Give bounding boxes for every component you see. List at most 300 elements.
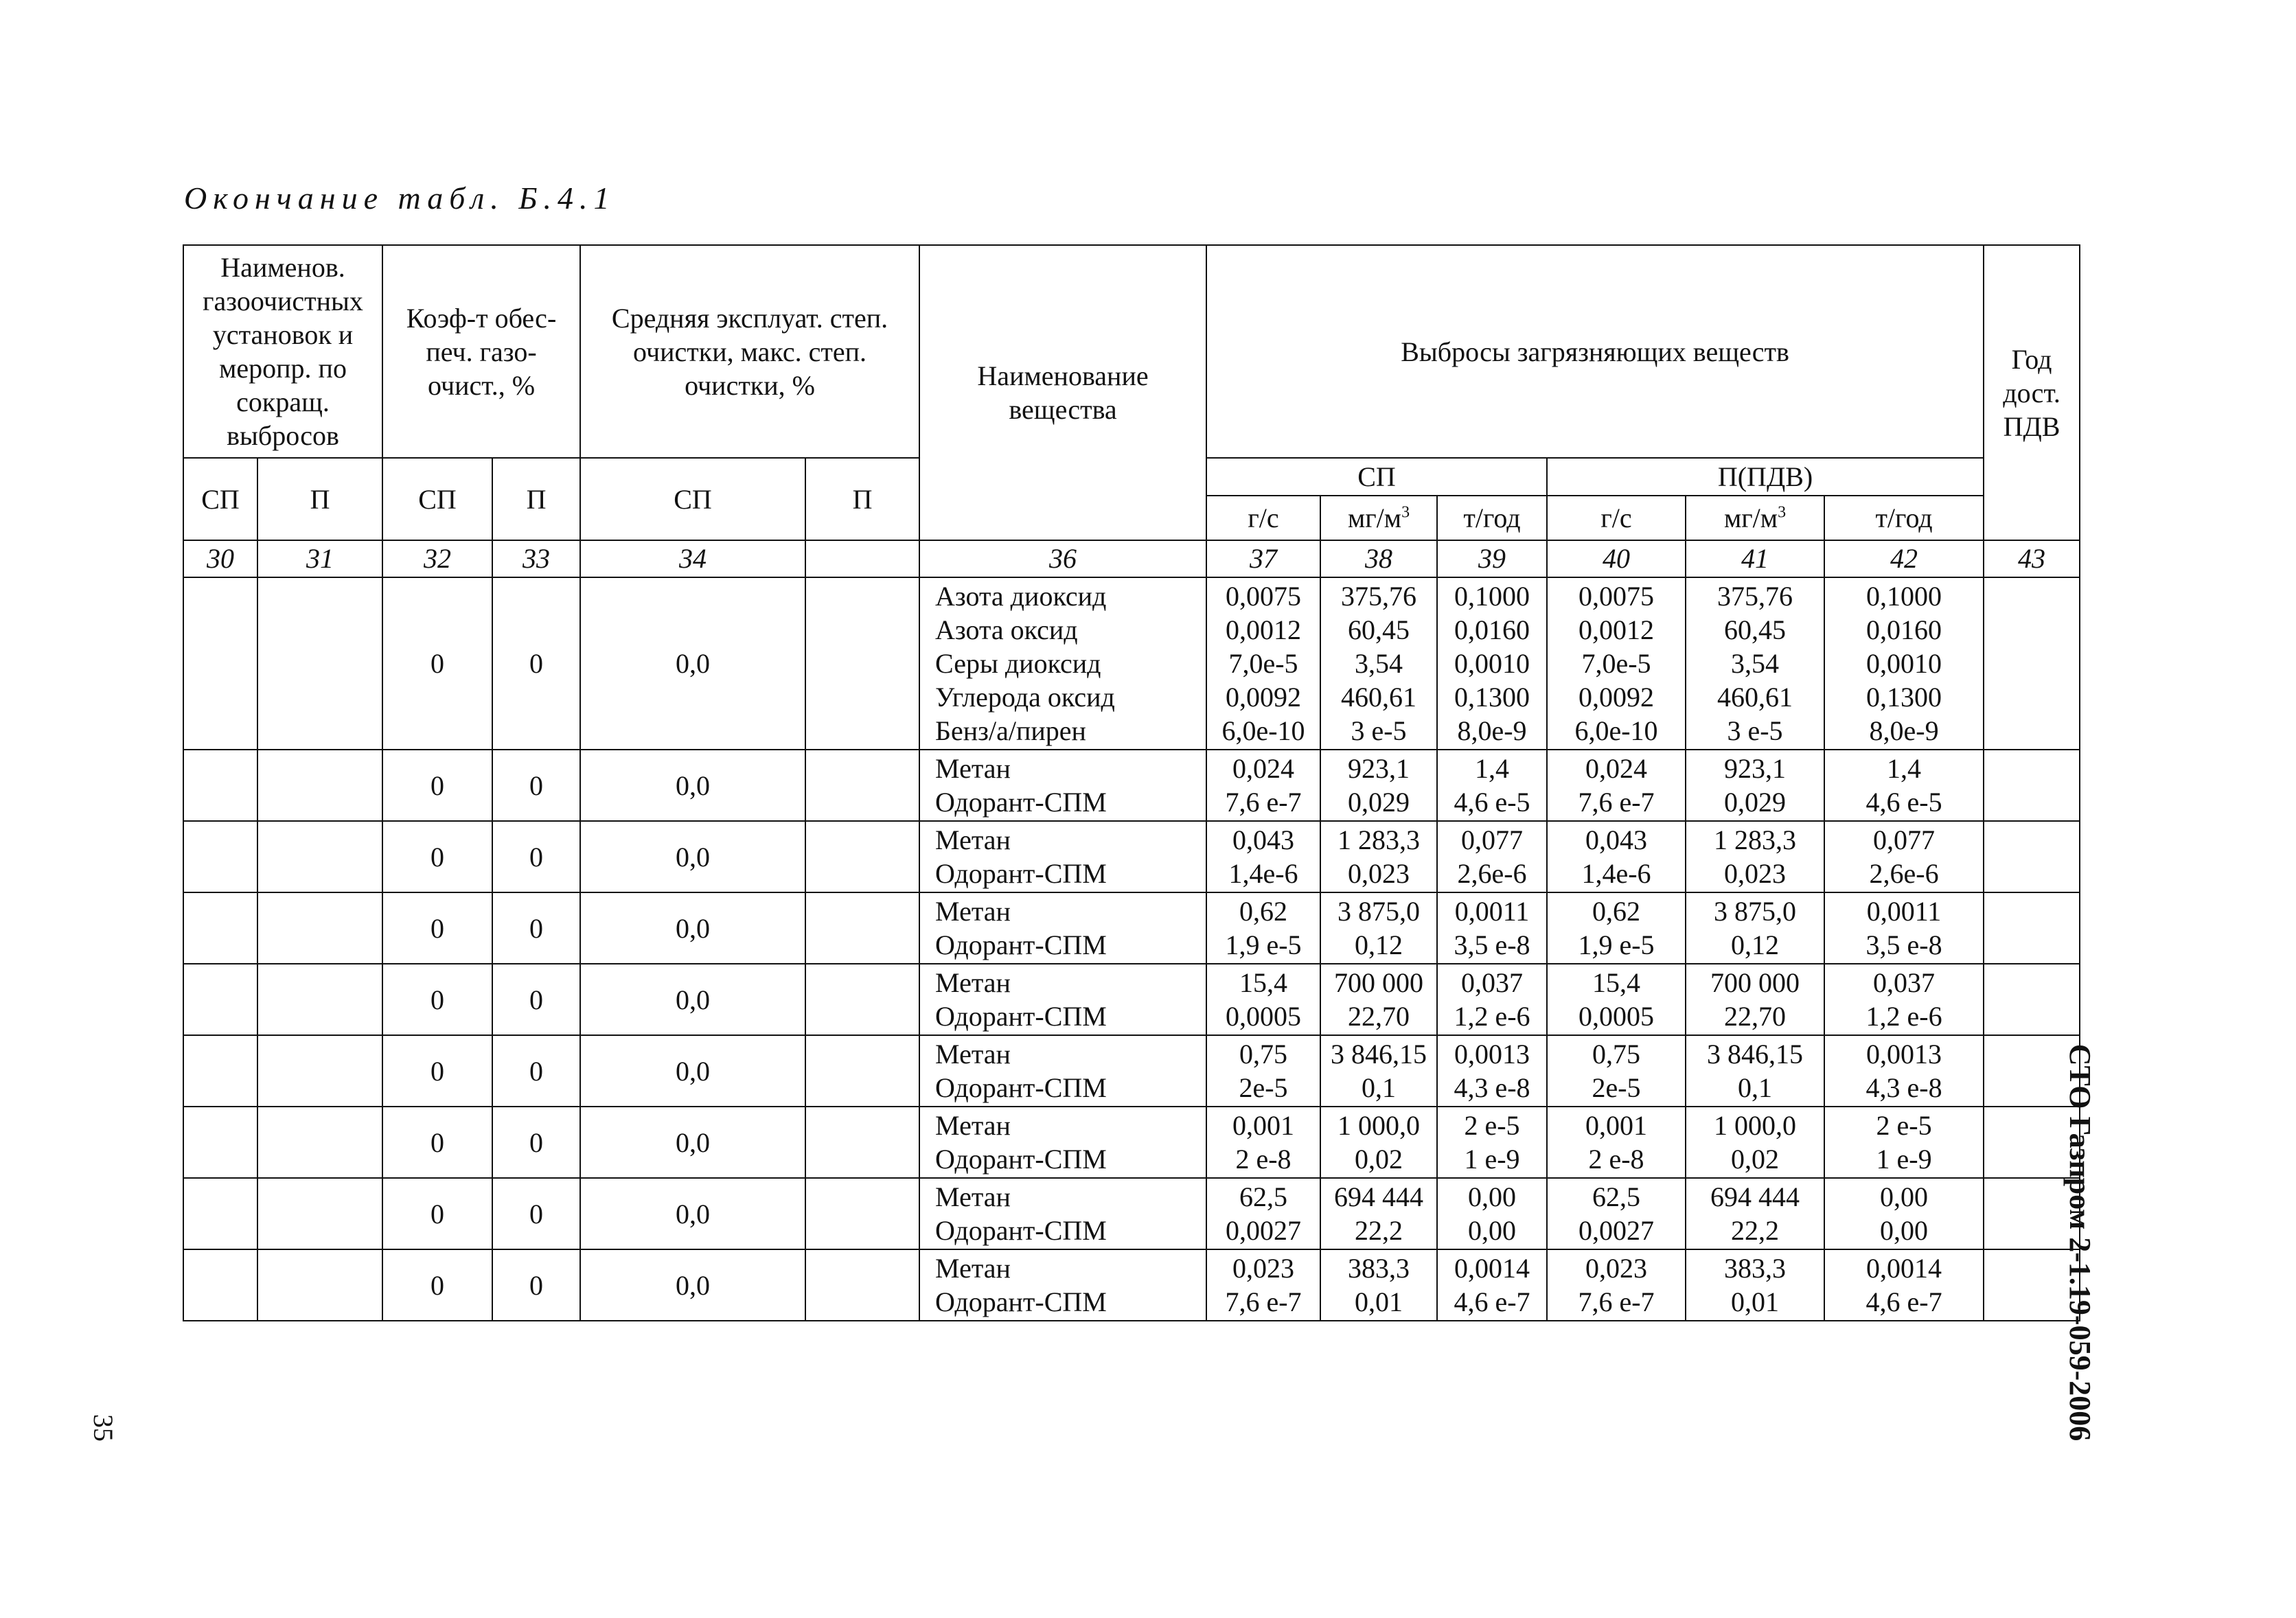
cleaning-unit-sp-cell	[183, 821, 257, 892]
unit-gs-sp: г/с	[1206, 496, 1320, 540]
table-row	[183, 1249, 2080, 1321]
unit-tyear-sp: т/год	[1437, 496, 1547, 540]
coef-p-cell: 0	[492, 577, 580, 750]
sp-tyear-cell-line: 8,0е-9	[1457, 715, 1527, 746]
substance-cell-line: Азота оксид	[935, 614, 1078, 645]
substance-cell-line: Метан	[935, 1110, 1011, 1141]
substance-cell	[919, 892, 1206, 964]
p-gs-cell-line: 0,0075	[1578, 581, 1655, 612]
coef-p-cell: 0	[492, 750, 580, 821]
substance-cell-line: Метан	[935, 1253, 1011, 1284]
column-numbers-row	[183, 540, 2080, 577]
p-gs-cell-line: 7,0е-5	[1581, 648, 1651, 679]
degree-sp-cell: 0,0	[580, 1035, 805, 1107]
emissions-table	[183, 244, 2080, 1321]
sp-tyear-cell-line: 0,0010	[1454, 648, 1530, 679]
coef-p-cell: 0	[492, 1107, 580, 1178]
sp-mgm-cell-line: 0,12	[1355, 929, 1403, 960]
header-line: газоочистных	[203, 286, 363, 316]
sp-mgm-cell-line: 460,61	[1341, 682, 1417, 713]
sp-tyear-cell	[1437, 577, 1547, 750]
coef-sp-cell: 0	[382, 892, 492, 964]
p-mgm-cell-line: 22,70	[1724, 1001, 1787, 1032]
sp-tyear-cell	[1437, 1178, 1547, 1249]
cleaning-unit-p-cell	[257, 577, 382, 750]
sp-mgm-cell-line: 700 000	[1334, 967, 1424, 998]
p-mgm-cell	[1686, 577, 1824, 750]
substance-cell-line: Метан	[935, 967, 1011, 998]
year-pdv-cell	[1984, 821, 2080, 892]
sp-gs-cell	[1206, 1178, 1320, 1249]
cleaning-unit-sp-cell	[183, 577, 257, 750]
year-pdv-cell	[1984, 750, 2080, 821]
degree-p-cell	[805, 1249, 919, 1321]
coef-p-cell: 0	[492, 1249, 580, 1321]
substance-cell-line: Одорант-СПМ	[935, 1215, 1107, 1246]
p-tyear-cell	[1824, 821, 1984, 892]
p-gs-cell-line: 0,043	[1585, 824, 1648, 855]
p-gs-cell-line: 1,4е-6	[1581, 858, 1651, 889]
header-sp-32: СП	[382, 458, 492, 540]
substance-cell-line: Одорант-СПМ	[935, 1001, 1107, 1032]
table-row	[183, 964, 2080, 1035]
sp-mgm-cell	[1320, 577, 1437, 750]
substance-cell	[919, 1249, 1206, 1321]
p-mgm-cell	[1686, 892, 1824, 964]
coef-p-cell: 0	[492, 1178, 580, 1249]
degree-p-cell	[805, 1107, 919, 1178]
sp-tyear-cell-line: 3,5 е-8	[1454, 929, 1530, 960]
sp-tyear-cell-line: 0,1000	[1454, 581, 1530, 612]
sp-gs-cell-line: 7,6 е-7	[1225, 787, 1302, 818]
substance-cell-line: Одорант-СПМ	[935, 1286, 1107, 1317]
sp-mgm-cell-line: 0,023	[1348, 858, 1410, 889]
year-pdv-cell	[1984, 577, 2080, 750]
sp-tyear-cell	[1437, 1249, 1547, 1321]
cleaning-unit-p-cell	[257, 1178, 382, 1249]
p-gs-cell-line: 7,6 е-7	[1578, 1286, 1655, 1317]
cleaning-unit-sp-cell	[183, 1249, 257, 1321]
sp-mgm-cell-line: 60,45	[1348, 614, 1410, 645]
p-gs-cell-line: 0,62	[1592, 896, 1641, 927]
sp-tyear-cell-line: 0,037	[1461, 967, 1524, 998]
column-number: 38	[1320, 540, 1437, 577]
sp-tyear-cell	[1437, 964, 1547, 1035]
header-emissions-p-pdv: П(ПДВ)	[1547, 458, 1984, 496]
p-gs-cell	[1547, 821, 1686, 892]
p-gs-cell	[1547, 750, 1686, 821]
sp-gs-cell-line: 2е-5	[1239, 1072, 1288, 1103]
cleaning-unit-p-cell	[257, 821, 382, 892]
sp-gs-cell-line: 7,6 е-7	[1225, 1286, 1302, 1317]
cleaning-unit-p-cell	[257, 1249, 382, 1321]
sp-gs-cell-line: 0,0005	[1226, 1001, 1302, 1032]
column-number: 40	[1547, 540, 1686, 577]
year-pdv-cell	[1984, 892, 2080, 964]
sp-gs-cell-line: 1,9 е-5	[1225, 929, 1302, 960]
header-cleaning-degree	[580, 245, 919, 458]
table-row	[183, 577, 2080, 750]
p-mgm-cell-line: 3,54	[1731, 648, 1780, 679]
header-line: вещества	[1009, 394, 1117, 425]
substance-cell-line: Метан	[935, 1039, 1011, 1070]
p-tyear-cell	[1824, 1249, 1984, 1321]
sp-mgm-cell	[1320, 892, 1437, 964]
p-gs-cell	[1547, 892, 1686, 964]
p-gs-cell-line: 7,6 е-7	[1578, 787, 1655, 818]
table-row	[183, 1107, 2080, 1178]
coef-p-cell: 0	[492, 821, 580, 892]
substance-cell-line: Одорант-СПМ	[935, 1072, 1107, 1103]
substance-cell-line: Одорант-СПМ	[935, 787, 1107, 818]
p-tyear-cell	[1824, 964, 1984, 1035]
sp-tyear-cell-line: 0,0014	[1454, 1253, 1530, 1284]
sp-gs-cell	[1206, 821, 1320, 892]
p-gs-cell	[1547, 1107, 1686, 1178]
degree-sp-cell: 0,0	[580, 821, 805, 892]
cleaning-unit-sp-cell	[183, 750, 257, 821]
p-tyear-cell-line: 0,0160	[1866, 614, 1942, 645]
header-p-35: П	[805, 458, 919, 540]
substance-cell	[919, 577, 1206, 750]
p-mgm-cell	[1686, 1035, 1824, 1107]
header-line: очистки, макс. степ.	[633, 336, 866, 367]
substance-cell	[919, 964, 1206, 1035]
sp-gs-cell-line: 0,023	[1232, 1253, 1295, 1284]
p-tyear-cell-line: 0,00	[1880, 1215, 1929, 1246]
header-line: печ. газо-	[426, 336, 537, 367]
cleaning-unit-p-cell	[257, 892, 382, 964]
p-tyear-cell-line: 0,1000	[1866, 581, 1942, 612]
sp-mgm-cell	[1320, 964, 1437, 1035]
degree-p-cell	[805, 750, 919, 821]
p-tyear-cell	[1824, 750, 1984, 821]
p-tyear-cell-line: 0,0011	[1866, 896, 1942, 927]
sp-mgm-cell	[1320, 1178, 1437, 1249]
p-mgm-cell	[1686, 1107, 1824, 1178]
header-line: Средняя эксплуат. степ.	[611, 302, 888, 334]
p-mgm-cell	[1686, 964, 1824, 1035]
p-tyear-cell-line: 0,0014	[1866, 1253, 1942, 1284]
cleaning-unit-sp-cell	[183, 1178, 257, 1249]
sp-tyear-cell-line: 4,6 е-5	[1454, 787, 1530, 818]
sp-tyear-cell-line: 4,6 е-7	[1454, 1286, 1530, 1317]
degree-p-cell	[805, 964, 919, 1035]
unit-tyear-p: т/год	[1824, 496, 1984, 540]
p-tyear-cell	[1824, 1178, 1984, 1249]
sp-tyear-cell-line: 0,0013	[1454, 1039, 1530, 1070]
p-gs-cell-line: 15,4	[1592, 967, 1641, 998]
column-number: 32	[382, 540, 492, 577]
p-tyear-cell-line: 1 е-9	[1876, 1144, 1932, 1175]
degree-p-cell	[805, 577, 919, 750]
unit-gs-p: г/с	[1547, 496, 1686, 540]
p-gs-cell-line: 2е-5	[1592, 1072, 1641, 1103]
p-gs-cell-line: 62,5	[1592, 1181, 1641, 1212]
sp-tyear-cell-line: 1,2 е-6	[1454, 1001, 1530, 1032]
p-mgm-cell-line: 0,023	[1724, 858, 1787, 889]
p-tyear-cell-line: 4,3 е-8	[1866, 1072, 1942, 1103]
sp-tyear-cell-line: 2 е-5	[1464, 1110, 1520, 1141]
p-tyear-cell-line: 0,037	[1873, 967, 1936, 998]
sp-mgm-cell-line: 923,1	[1348, 753, 1410, 784]
p-tyear-cell	[1824, 577, 1984, 750]
p-gs-cell-line: 0,023	[1585, 1253, 1648, 1284]
sp-gs-cell-line: 1,4е-6	[1228, 858, 1298, 889]
column-number: 43	[1984, 540, 2080, 577]
p-tyear-cell-line: 2,6е-6	[1869, 858, 1939, 889]
p-gs-cell	[1547, 964, 1686, 1035]
sp-tyear-cell-line: 1 е-9	[1464, 1144, 1520, 1175]
sp-tyear-cell	[1437, 1107, 1547, 1178]
p-gs-cell	[1547, 1249, 1686, 1321]
sp-gs-cell	[1206, 750, 1320, 821]
unit-mgm-p: $мг/м^3$	[1686, 496, 1824, 540]
sp-mgm-cell	[1320, 1035, 1437, 1107]
sp-tyear-cell-line: 2,6е-6	[1457, 858, 1527, 889]
sp-mgm-cell-line: 0,02	[1355, 1144, 1403, 1175]
substance-cell-line: Метан	[935, 1181, 1011, 1212]
unit-mgm-sp: $мг/м^3$	[1320, 496, 1437, 540]
sp-gs-cell-line: 0,75	[1239, 1039, 1288, 1070]
p-mgm-cell	[1686, 1249, 1824, 1321]
p-tyear-cell-line: 3,5 е-8	[1866, 929, 1942, 960]
header-line: меропр. по	[219, 353, 347, 384]
sp-mgm-cell	[1320, 1107, 1437, 1178]
column-number: 34	[580, 540, 805, 577]
p-gs-cell-line: 0,024	[1585, 753, 1648, 784]
p-mgm-cell-line: 22,2	[1731, 1215, 1780, 1246]
p-mgm-cell-line: 700 000	[1710, 967, 1800, 998]
sp-mgm-cell-line: 0,1	[1362, 1072, 1397, 1103]
p-mgm-cell	[1686, 750, 1824, 821]
cleaning-unit-p-cell	[257, 1035, 382, 1107]
sp-mgm-cell-line: 3 е-5	[1351, 715, 1407, 746]
p-gs-cell-line: 6,0е-10	[1574, 715, 1658, 746]
p-tyear-cell-line: 0,1300	[1866, 682, 1942, 713]
sp-mgm-cell-line: 1 283,3	[1338, 824, 1421, 855]
sp-gs-cell-line: 0,001	[1232, 1110, 1295, 1141]
header-line: ПДВ	[2003, 411, 2060, 442]
degree-p-cell	[805, 821, 919, 892]
sp-mgm-cell-line: 375,76	[1341, 581, 1417, 612]
cleaning-unit-sp-cell	[183, 964, 257, 1035]
column-number: 39	[1437, 540, 1547, 577]
degree-sp-cell: 0,0	[580, 577, 805, 750]
year-pdv-cell	[1984, 964, 2080, 1035]
p-gs-cell-line: 0,0012	[1578, 614, 1655, 645]
sp-tyear-cell	[1437, 750, 1547, 821]
substance-cell-line: Одорант-СПМ	[935, 929, 1107, 960]
column-number	[805, 540, 919, 577]
p-tyear-cell-line: 2 е-5	[1876, 1110, 1932, 1141]
degree-sp-cell: 0,0	[580, 1107, 805, 1178]
substance-cell-line: Одорант-СПМ	[935, 858, 1107, 889]
p-tyear-cell-line: 1,2 е-6	[1866, 1001, 1942, 1032]
substance-cell-line: Метан	[935, 896, 1011, 927]
header-sp-30: СП	[183, 458, 257, 540]
sp-gs-cell	[1206, 1035, 1320, 1107]
p-mgm-cell-line: 1 283,3	[1714, 824, 1797, 855]
coef-p-cell: 0	[492, 892, 580, 964]
p-gs-cell	[1547, 577, 1686, 750]
column-number: 42	[1824, 540, 1984, 577]
coef-sp-cell: 0	[382, 1249, 492, 1321]
table-row	[183, 892, 2080, 964]
cleaning-unit-sp-cell	[183, 1107, 257, 1178]
degree-p-cell	[805, 1178, 919, 1249]
sp-gs-cell-line: 15,4	[1239, 967, 1288, 998]
p-gs-cell-line: 0,001	[1585, 1110, 1648, 1141]
header-line: сокращ.	[236, 386, 330, 417]
table-row	[183, 750, 2080, 821]
sp-tyear-cell-line: 4,3 е-8	[1454, 1072, 1530, 1103]
sp-mgm-cell-line: 22,70	[1348, 1001, 1410, 1032]
cleaning-unit-sp-cell	[183, 892, 257, 964]
sp-gs-cell-line: 62,5	[1239, 1181, 1288, 1212]
substance-cell-line: Азота диоксид	[935, 581, 1107, 612]
header-coefficient	[382, 245, 580, 458]
sp-tyear-cell-line: 0,00	[1468, 1181, 1517, 1212]
header-p-31: П	[257, 458, 382, 540]
sp-tyear-cell	[1437, 821, 1547, 892]
header-substance	[919, 245, 1206, 540]
sp-gs-cell-line: 0,0027	[1226, 1215, 1302, 1246]
sp-mgm-cell-line: 383,3	[1348, 1253, 1410, 1284]
sp-mgm-cell-line: 0,01	[1355, 1286, 1403, 1317]
p-mgm-cell-line: 60,45	[1724, 614, 1787, 645]
column-number: 30	[183, 540, 257, 577]
sp-mgm-cell	[1320, 821, 1437, 892]
cleaning-unit-p-cell	[257, 964, 382, 1035]
sp-mgm-cell-line: 22,2	[1355, 1215, 1403, 1246]
p-mgm-cell	[1686, 821, 1824, 892]
header-line: установок и	[212, 319, 354, 350]
header-line: Наименование	[977, 360, 1149, 391]
sp-gs-cell	[1206, 1107, 1320, 1178]
p-gs-cell-line: 0,0027	[1578, 1215, 1655, 1246]
p-mgm-cell-line: 0,1	[1738, 1072, 1773, 1103]
p-mgm-cell-line: 0,01	[1731, 1286, 1780, 1317]
sp-mgm-cell-line: 3,54	[1355, 648, 1403, 679]
header-line: Год	[2011, 343, 2052, 375]
sp-gs-cell-line: 0,0012	[1226, 614, 1302, 645]
sp-gs-cell	[1206, 1249, 1320, 1321]
sp-gs-cell	[1206, 964, 1320, 1035]
p-tyear-cell	[1824, 1107, 1984, 1178]
column-number: 31	[257, 540, 382, 577]
sp-mgm-cell-line: 0,029	[1348, 787, 1410, 818]
degree-sp-cell: 0,0	[580, 1178, 805, 1249]
sp-mgm-cell	[1320, 1249, 1437, 1321]
column-number: 36	[919, 540, 1206, 577]
sp-gs-cell	[1206, 892, 1320, 964]
sp-tyear-cell-line: 0,1300	[1454, 682, 1530, 713]
header-emissions: Выбросы загрязняющих веществ	[1206, 245, 1984, 458]
coef-sp-cell: 0	[382, 577, 492, 750]
p-tyear-cell-line: 4,6 е-7	[1866, 1286, 1942, 1317]
sp-tyear-cell-line: 0,0011	[1454, 896, 1530, 927]
p-mgm-cell	[1686, 1178, 1824, 1249]
p-gs-cell-line: 0,0005	[1578, 1001, 1655, 1032]
p-mgm-cell-line: 923,1	[1724, 753, 1787, 784]
header-line: выбросов	[227, 420, 339, 451]
p-gs-cell-line: 0,0092	[1578, 682, 1655, 713]
sp-gs-cell-line: 7,0е-5	[1228, 648, 1298, 679]
header-line: дост.	[2003, 377, 2060, 408]
coef-p-cell: 0	[492, 1035, 580, 1107]
sp-gs-cell-line: 6,0е-10	[1221, 715, 1305, 746]
table-row	[183, 1035, 2080, 1107]
cleaning-unit-sp-cell	[183, 1035, 257, 1107]
sp-tyear-cell-line: 0,077	[1461, 824, 1524, 855]
p-tyear-cell	[1824, 1035, 1984, 1107]
header-cleaning-units	[183, 245, 382, 458]
page-number: 35	[88, 1414, 119, 1442]
sp-tyear-cell	[1437, 1035, 1547, 1107]
coef-sp-cell: 0	[382, 964, 492, 1035]
p-gs-cell	[1547, 1035, 1686, 1107]
header-line: очистки, %	[685, 369, 815, 401]
header-line: Наименов.	[220, 252, 345, 283]
table-row	[183, 1178, 2080, 1249]
table-row	[183, 821, 2080, 892]
table-caption: Окончание табл. Б.4.1	[184, 181, 616, 216]
sp-gs-cell-line: 0,62	[1239, 896, 1288, 927]
p-tyear-cell-line: 0,0010	[1866, 648, 1942, 679]
column-number: 37	[1206, 540, 1320, 577]
degree-p-cell	[805, 1035, 919, 1107]
cleaning-unit-p-cell	[257, 1107, 382, 1178]
p-mgm-cell-line: 3 846,15	[1707, 1039, 1804, 1070]
coef-sp-cell: 0	[382, 821, 492, 892]
p-mgm-cell-line: 0,12	[1731, 929, 1780, 960]
substance-cell	[919, 1107, 1206, 1178]
sp-gs-cell-line: 2 е-8	[1235, 1144, 1292, 1175]
sp-gs-cell-line: 0,0075	[1226, 581, 1302, 612]
sp-tyear-cell	[1437, 892, 1547, 964]
sp-tyear-cell-line: 0,00	[1468, 1215, 1517, 1246]
sp-gs-cell-line: 0,043	[1232, 824, 1295, 855]
degree-sp-cell: 0,0	[580, 750, 805, 821]
substance-cell	[919, 821, 1206, 892]
sp-mgm-cell-line: 3 875,0	[1338, 896, 1421, 927]
substance-cell-line: Метан	[935, 824, 1011, 855]
p-mgm-cell-line: 3 875,0	[1714, 896, 1797, 927]
substance-cell-line: Бенз/а/пирен	[935, 715, 1086, 746]
header-line: Коэф-т обес-	[406, 302, 557, 334]
column-number: 33	[492, 540, 580, 577]
header-sp-34: СП	[580, 458, 805, 540]
degree-p-cell	[805, 892, 919, 964]
p-gs-cell	[1547, 1178, 1686, 1249]
p-tyear-cell-line: 8,0е-9	[1869, 715, 1939, 746]
header-p-33: П	[492, 458, 580, 540]
sp-mgm-cell-line: 1 000,0	[1338, 1110, 1421, 1141]
sp-gs-cell-line: 0,0092	[1226, 682, 1302, 713]
substance-cell-line: Углерода оксид	[935, 682, 1115, 713]
sp-tyear-cell-line: 0,0160	[1454, 614, 1530, 645]
coef-p-cell: 0	[492, 964, 580, 1035]
p-mgm-cell-line: 3 е-5	[1727, 715, 1783, 746]
sp-mgm-cell-line: 694 444	[1334, 1181, 1424, 1212]
p-tyear-cell-line: 0,00	[1880, 1181, 1929, 1212]
sp-gs-cell-line: 0,024	[1232, 753, 1295, 784]
p-gs-cell-line: 0,75	[1592, 1039, 1641, 1070]
p-mgm-cell-line: 375,76	[1717, 581, 1793, 612]
substance-cell	[919, 750, 1206, 821]
cleaning-unit-p-cell	[257, 750, 382, 821]
